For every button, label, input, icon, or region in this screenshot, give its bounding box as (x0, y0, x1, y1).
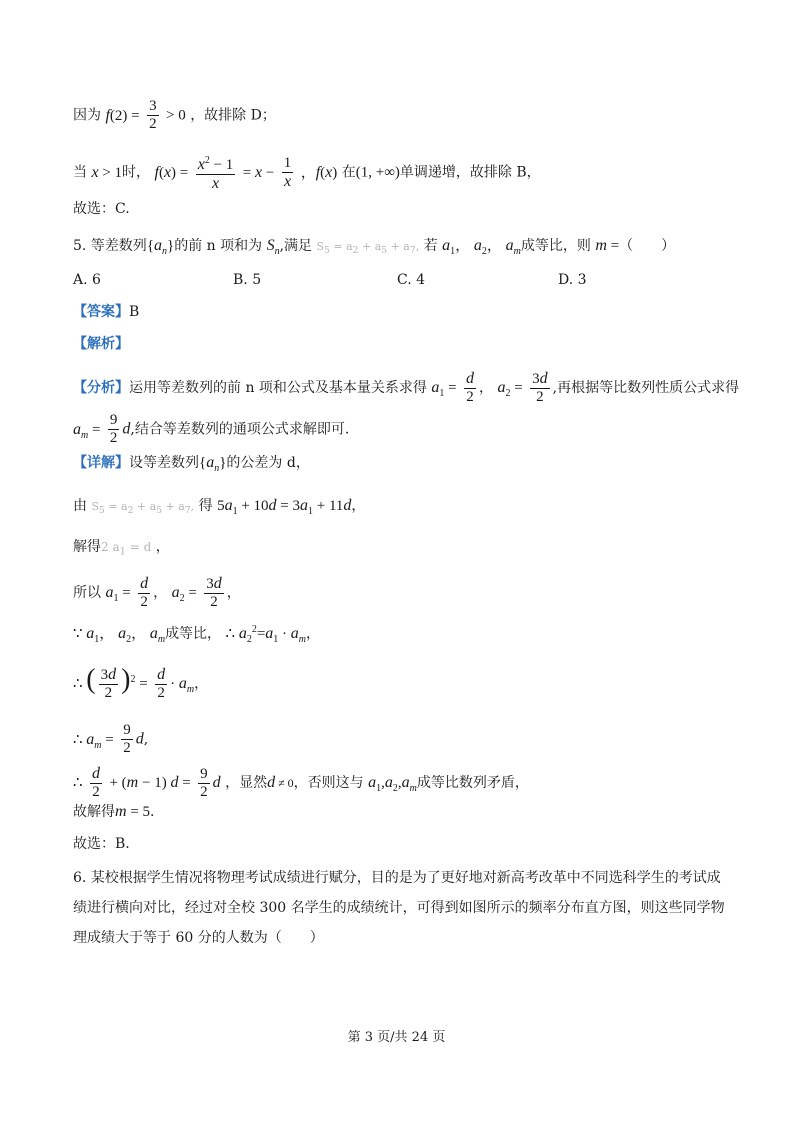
line-choose-c: 故选：C. (73, 201, 130, 217)
question-6-line-3: 理成绩大于等于 60 分的人数为（ ） (73, 930, 324, 946)
question-6-line-1: 6. 某校根据学生情况将物理考试成绩进行赋分，目的是为了更好地对新高考改革中不同选科学生的考试成 (73, 870, 721, 886)
page-footer: 第 3 页/共 24 页 (347, 1030, 446, 1045)
option-b[interactable]: B. 5 (233, 272, 262, 288)
fenxi-line-1: 【分析】运用等差数列的前 n 项和公式及基本量关系求得 $a_1$ = $\frac{d}{2}$ ， $a_2$ = $\frac{3d}{2}$ ,再根据等比数列性质公式求得 (73, 370, 740, 405)
xiangjie-line: 【详解】设等差数列$\{a_n\}$的公差为 d， (73, 454, 310, 475)
derivation-square: ∴ ( $\frac{3d}{2}$ )$^2$ = $\frac{d}{2}$ · $a_m$， (73, 664, 209, 701)
line-exclude-b: 当 x > 1时， f(x) = $\frac{x^2 - 1}{x}$ = x − $\frac{1}{x}$ ，f(x) 在(1, +∞)单调递增，故排除 B， (73, 152, 541, 193)
answer-line: 【答案】B (73, 304, 140, 320)
option-d[interactable]: D. 3 (558, 272, 587, 288)
derivation-because: ∵ $a_1$， $a_2$， $a_m$成等比， ∴ $a_2^2=a_1 \cdot a_m$， (73, 624, 321, 646)
derivation-result: 故解得m = 5. (73, 803, 155, 820)
derivation-m: ∴ $\frac{d}{2}$ + (m − 1) d = $\frac{9}{2}$ d ，显然d ≠ 0，否则这与 $a_1,a_2,a_m$成等比数列矛盾， (73, 765, 529, 800)
fenxi-line-2: $a_m$ = $\frac{9}{2}$ d,结合等差数列的通项公式求解即可. (73, 412, 350, 446)
derivation-solve: 解得2 $a_1 = d$ ， (73, 539, 170, 558)
line-exclude-d: 因为 f(2) = $\frac{3}{2}$ > 0 ，故排除 D； (73, 98, 276, 132)
analysis-tag: 【解析】 (73, 336, 129, 352)
option-a[interactable]: A. 6 (73, 272, 101, 288)
derivation-from: 由 $S_5 = a_2 + a_5 + a_7$, 得 $5a_1 + 10d = 3a_1 + 11d$， (73, 497, 366, 517)
line-choose-b: 故选：B. (73, 836, 130, 852)
option-c[interactable]: C. 4 (397, 272, 426, 288)
derivation-therefore: 所以 $a_1$ = $\frac{d}{2}$ ， $a_2$ = $\frac{3d}{2}$ ， (73, 575, 241, 610)
derivation-am: ∴ $a_m$ = $\frac{9}{2}$ d, (73, 722, 149, 756)
question-6-line-2: 绩进行横向对比，经过对全校 300 名学生的成绩统计，可得到如图所示的频率分布直方图，则这些同学物 (73, 900, 725, 916)
question-5-stem: 5. 等差数列$\{a_n\}$的前 n 项和为 $S_n$,满足 $S_5 = a_2 + a_5 + a_7$, 若 $a_1$， $a_2$， $a_m$成等比，则 m =（ ） (73, 237, 676, 258)
